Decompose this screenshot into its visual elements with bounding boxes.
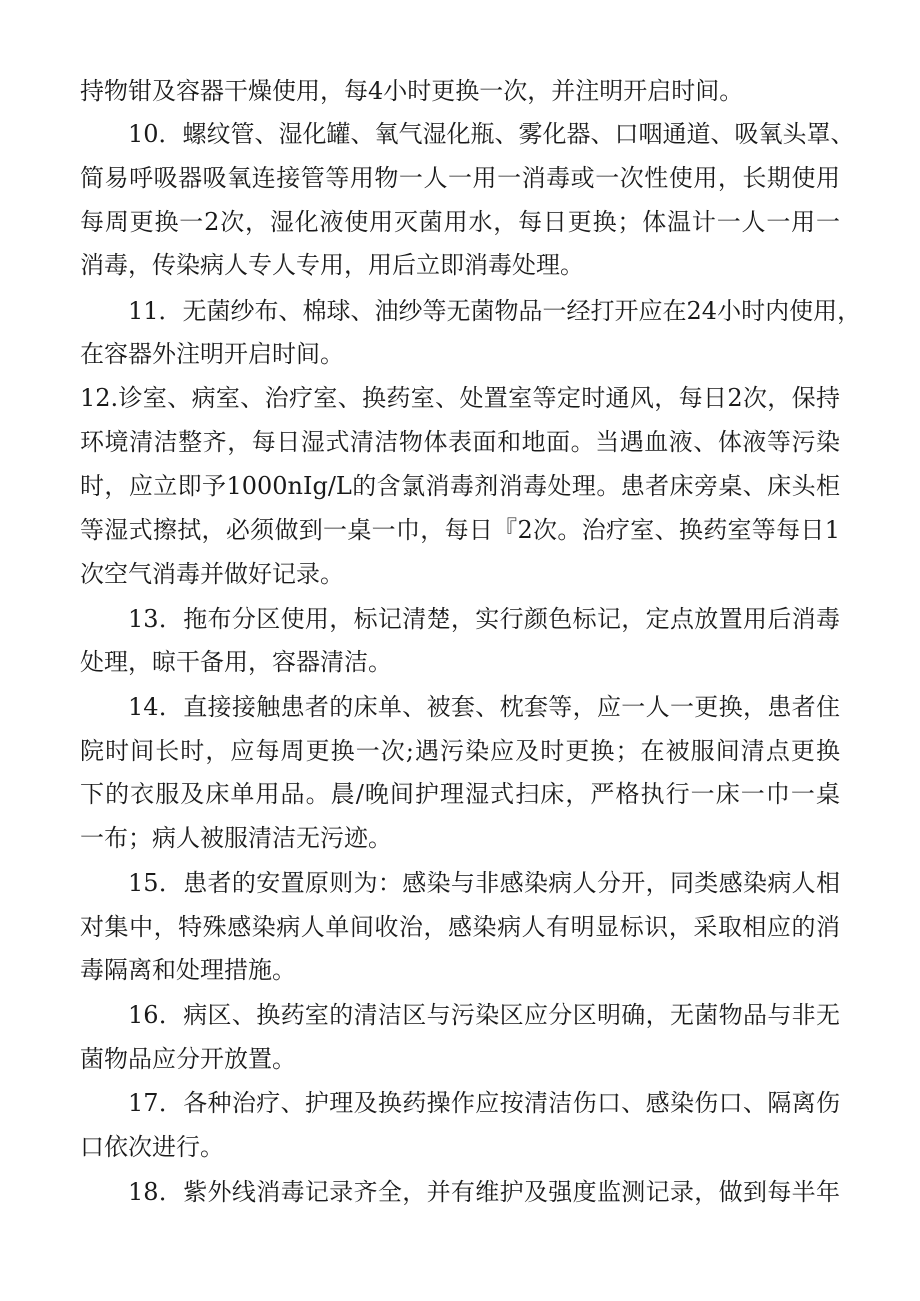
text-line: 次空气消毒并做好记录。 [80,560,344,588]
text-line: 院时间长时，应每周更换一次;遇污染应及时更换；在被服间清点更换 [80,737,840,765]
text-line: 时，应立即予1000nIg/L的含氯消毒剂消毒处理。患者床旁桌、床头柜 [80,472,840,500]
text-line: 13．拖布分区使用，标记清楚，实行颜色标记，定点放置用后消毒 [128,605,840,633]
text-line: 11．无菌纱布、棉球、油纱等无菌物品一经打开应在24小时内使用， [128,297,862,325]
text-line: 在容器外注明开启时间。 [80,340,344,368]
text-line: 简易呼吸器吸氧连接管等用物一人一用一消毒或一次性使用，长期使用 [80,164,840,192]
text-line: 下的衣服及床单用品。晨/晚间护理湿式扫床，严格执行一床一巾一桌 [80,780,840,808]
text-line: 口依次进行。 [80,1133,224,1161]
text-line: 每周更换一2次，湿化液使用灭菌用水，每日更换；体温计一人一用一 [80,208,840,236]
text-line: 10．螺纹管、湿化罐、氧气湿化瓶、雾化器、口咽通道、吸氧头罩、 [128,120,855,148]
text-line: 16．病区、换药室的清洁区与污染区应分区明确，无菌物品与非无 [128,1001,840,1029]
text-line: 18．紫外线消毒记录齐全，并有维护及强度监测记录，做到每半年 [128,1178,840,1206]
text-line: 毒隔离和处理措施。 [80,956,296,984]
text-line: 菌物品应分开放置。 [80,1045,296,1073]
text-line: 14．直接接触患者的床单、被套、枕套等，应一人一更换，患者住 [128,693,840,721]
text-line: 一布；病人被服清洁无污迹。 [80,824,392,852]
text-line: 12.诊室、病室、治疗室、换药室、处置室等定时通风，每日2次，保持 [80,384,840,412]
text-line: 消毒，传染病人专人专用，用后立即消毒处理。 [80,251,584,279]
text-line: 持物钳及容器干燥使用，每4小时更换一次，并注明开启时间。 [80,77,744,105]
text-line: 15．患者的安置原则为：感染与非感染病人分开，同类感染病人相 [128,869,840,897]
text-line: 17．各种治疗、护理及换药操作应按清洁伤口、感染伤口、隔离伤 [128,1089,840,1117]
text-line: 对集中，特殊感染病人单间收治，感染病人有明显标识，采取相应的消 [80,913,840,941]
text-line: 环境清洁整齐，每日湿式清洁物体表面和地面。当遇血液、体液等污染 [80,428,840,456]
text-line: 处理，晾干备用，容器清洁。 [80,648,392,676]
text-line: 等湿式擦拭，必须做到一桌一巾，每日『2次。治疗室、换药室等每日1 [80,516,840,544]
